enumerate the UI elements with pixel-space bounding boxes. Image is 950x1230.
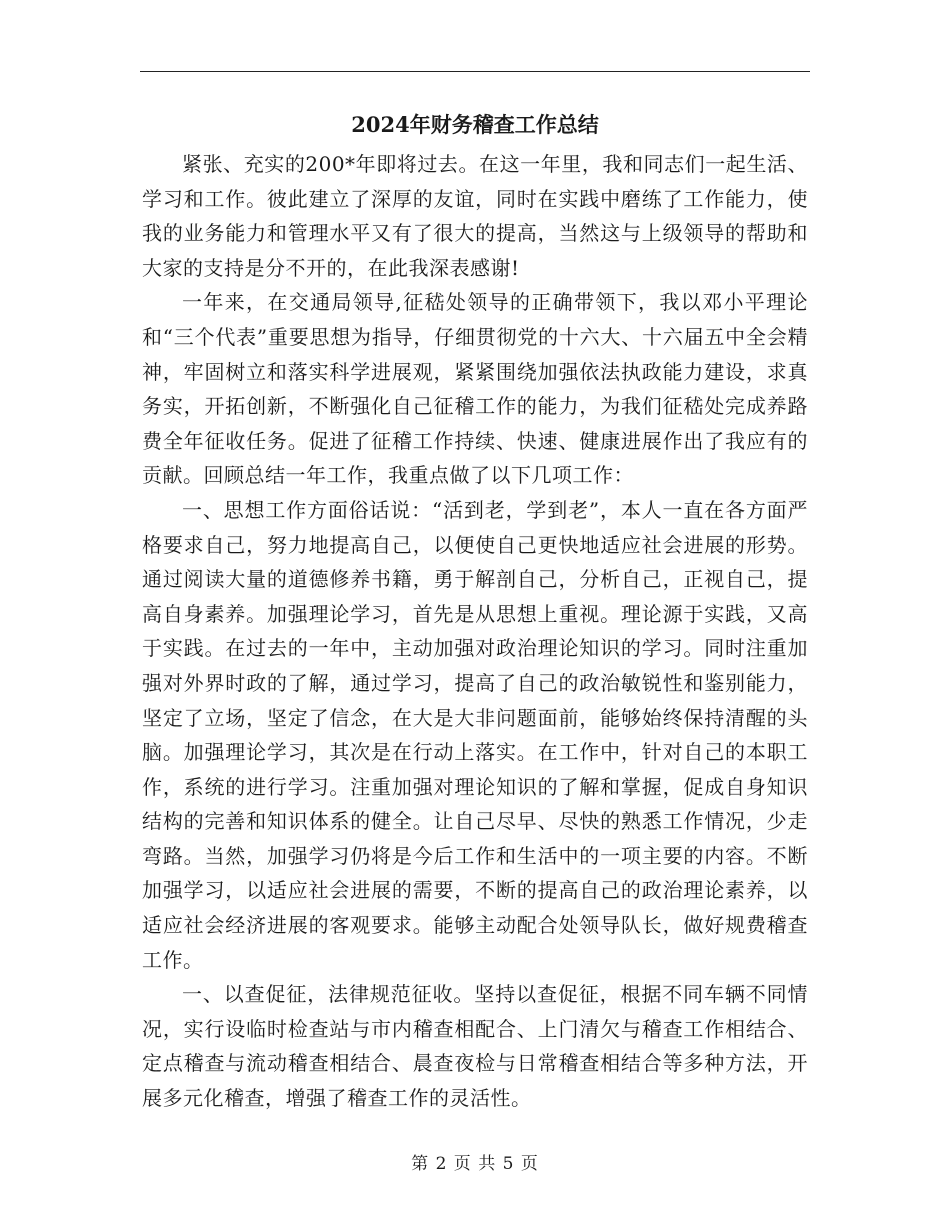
body-paragraph-3: 一、思想工作方面俗话说：“活到老，学到老”，本人一直在各方面严格要求自己，努力地提高自己，以便使自己更快地适应社会进展的形势。通过阅读大量的道德修养书籍，勇于解剖自己，分析自己，正视自己，提高自身素养。加强理论学习，首先是从思想上重视。理论源于实践，又高于实践。在过去的一年中，主动加强对政治理论知识的学习。同时注重加强对外界时政的了解，通过学习，提高了自己的政治敏锐性和鉴别能力，坚定了立场，坚定了信念，在大是大非问题面前，能够始终保持清醒的头脑。加强理论学习，其次是在行动上落实。在工作中，针对自己的本职工作，系统的进行学习。注重加强对理论知识的了解和掌握，促成自身知识结构的完善和知识体系的健全。让自己尽早、尽快的熟悉工作情况，少走弯路。当然，加强学习仍将是今后工作和生活中的一项主要的内容。不断加强学习，以适应社会进展的需要，不断的提高自己的政治理论素养，以适应社会经济进展的客观要求。能够主动配合处领导队长，做好规费稽查工作。 <box>142 497 808 972</box>
document-body <box>142 147 808 1116</box>
body-paragraph-1: 紧张、充实的200*年即将过去。在这一年里，我和同志们一起生活、学习和工作。彼此建立了深厚的友谊，同时在实践中磨练了工作能力，使我的业务能力和管理水平又有了很大的提高，当然这与上级领导的帮助和大家的支持是分不开的，在此我深表感谢! <box>142 152 808 280</box>
header-rule <box>140 71 810 72</box>
page-number-footer: 第 2 页 共 5 页 <box>411 1154 539 1174</box>
body-paragraph-4: 一、以查促征，法律规范征收。坚持以查促征，根据不同车辆不同情况，实行设临时检查站与市内稽查相配合、上门清欠与稽查工作相结合、定点稽查与流动稽查相结合、晨查夜检与日常稽查相结合等多种方法，开展多元化稽查，增强了稽查工作的灵活性。 <box>142 982 808 1111</box>
document-title: 2024年财务稽查工作总结 <box>351 112 599 137</box>
body-paragraph-2: 一年来，在交通局领导,征嵇处领导的正确带领下，我以邓小平理论和“三个代表”重要思想为指导，仔细贯彻党的十六大、十六届五中全会精神，牢固树立和落实科学进展观，紧紧围绕加强依法执政能力建设，求真务实，开拓创新，不断强化自己征稽工作的能力，为我们征嵇处完成养路费全年征收任务。促进了征稽工作持续、快速、健康进展作出了我应有的贡献。回顾总结一年工作，我重点做了以下几项工作： <box>142 290 808 488</box>
